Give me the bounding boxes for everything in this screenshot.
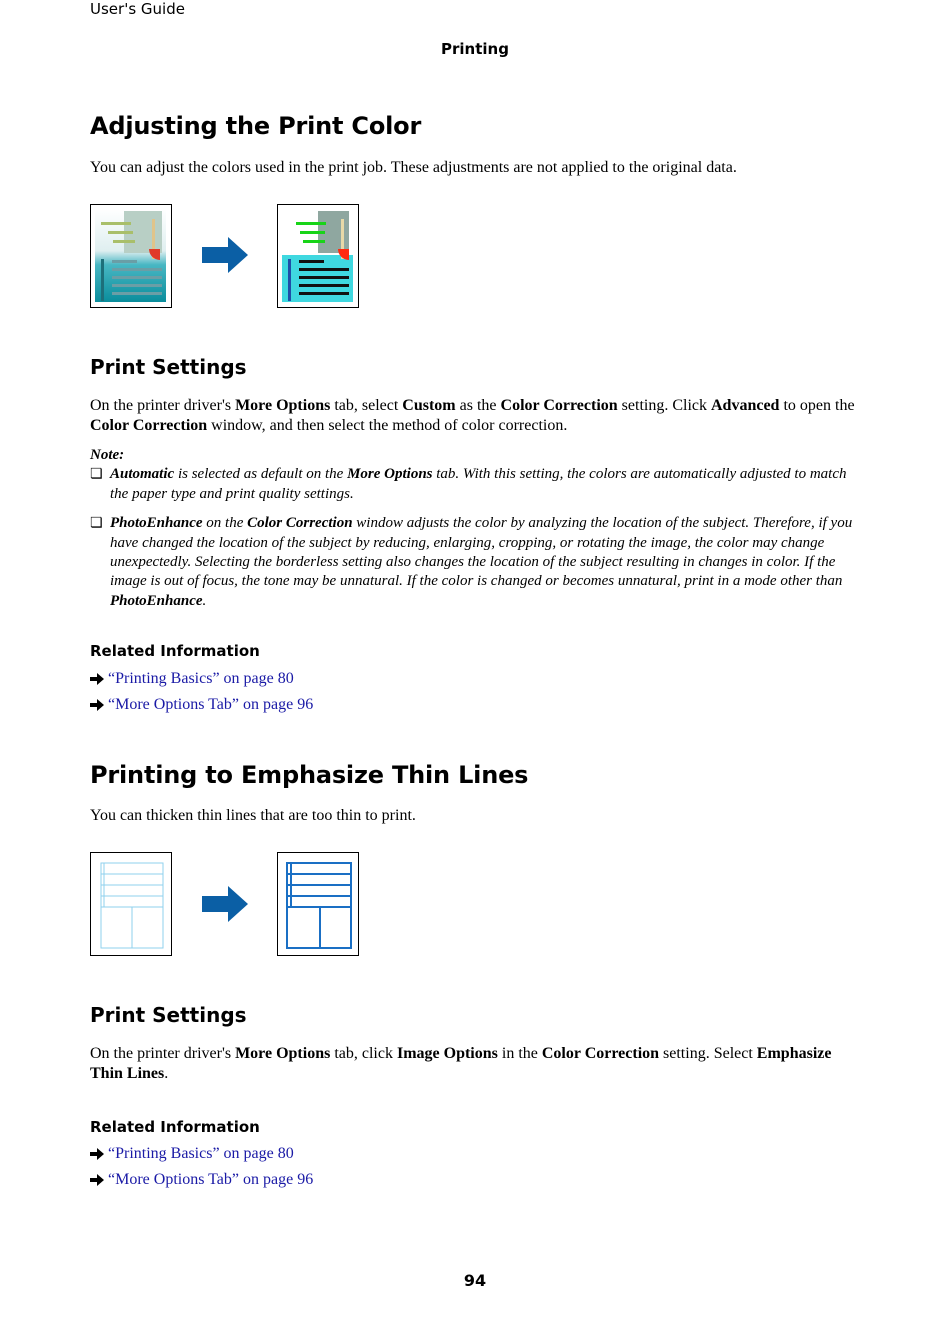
right-arrow-icon [90,1148,108,1160]
section2-related-title: Related Information [90,1118,260,1136]
color-after-figure [277,204,359,308]
thin-lines-before-illustration [91,853,170,954]
section2-settings-title: Print Settings [90,1003,247,1027]
section2-settings-text: On the printer driver's More Options tab, click Image Options in the Color Correction setting. Select Emphasize Thin Lines. [90,1045,832,1082]
blue-right-arrow-icon [202,237,248,273]
note-item: ❏ PhotoEnhance on the Color Correction window adjusts the color by analyzing the location of the subject. Therefore, if you have changed the location of the subject by reducing, enlarging, cropping, or rotating the image, the color may change unexpectedly. Selecting the borderless setting also changes the location of the subject resulting in changes in color. If the image is out of focus, the tone may be unnatural. If the color is changed or becomes unnatural, print in a mode other than PhotoEnhance. [90,515,853,609]
link-more-options-tab[interactable]: “More Options Tab” on page 96 [108,1171,314,1188]
note-block [90,446,865,621]
related-link-row [90,670,294,688]
thin-lines-after-figure [277,852,359,956]
right-arrow-icon [90,699,108,711]
thin-lines-after-illustration [278,853,357,954]
section2-intro: You can thicken thin lines that are too thin to print. [90,807,416,824]
header-section-title: Printing [441,40,509,58]
note-item: ❏ Automatic is selected as default on the More Options tab. With this setting, the colors are automatically adjusted to match the paper type and print quality settings. [90,466,847,502]
checkbox-bullet-icon: ❏ [90,466,103,483]
related-link-row [90,1145,294,1163]
thin-lines-before-figure [90,852,172,956]
link-printing-basics[interactable]: “Printing Basics” on page 80 [108,1145,294,1162]
note-label: Note: [90,447,125,463]
related-link-row [90,696,313,714]
blue-right-arrow-icon [202,886,248,922]
related-link-row [90,1171,313,1189]
right-arrow-icon [90,673,108,685]
link-printing-basics[interactable]: “Printing Basics” on page 80 [108,670,294,687]
link-more-options-tab[interactable]: “More Options Tab” on page 96 [108,696,314,713]
right-arrow-icon [90,1174,108,1186]
section2-title: Printing to Emphasize Thin Lines [90,761,529,789]
section1-settings-text: On the printer driver's More Options tab, select Custom as the Color Correction setting. Click Advanced to open the Color Correction window, and then select the method of color correction. [90,397,855,434]
section1-settings-title: Print Settings [90,355,247,379]
page-number: 94 [463,1271,487,1290]
section1-intro: You can adjust the colors used in the print job. These adjustments are not applied to the original data. [90,159,737,176]
color-before-illustration [91,205,170,306]
color-after-illustration [278,205,357,306]
color-before-figure [90,204,172,308]
section1-related-title: Related Information [90,642,260,660]
checkbox-bullet-icon: ❏ [90,515,103,532]
header-guide-title: User's Guide [90,0,185,18]
section1-title: Adjusting the Print Color [90,112,422,140]
